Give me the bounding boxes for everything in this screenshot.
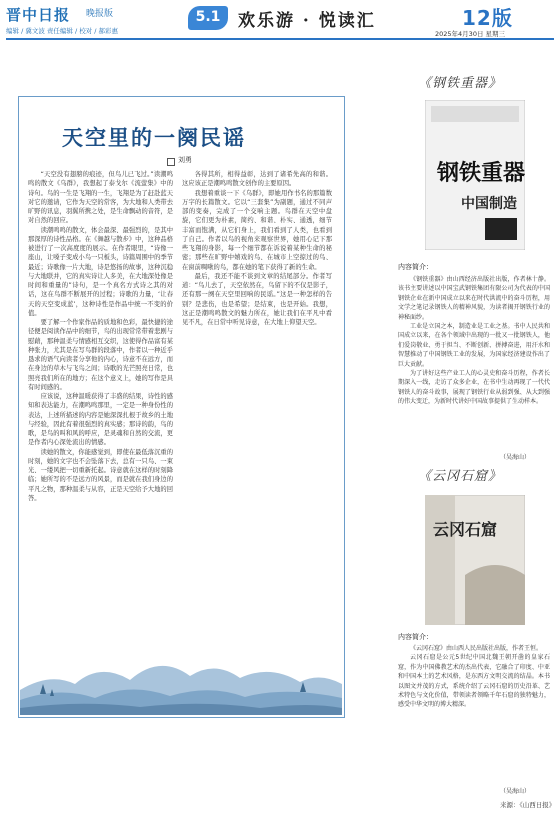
book2-paragraph: 《云冈石窟》由山西人民出版社出版，作者王恒。 bbox=[410, 645, 543, 652]
masthead-logo: 晋中日报 bbox=[6, 6, 71, 24]
article-column-right bbox=[182, 170, 332, 675]
book2-cover-image bbox=[425, 495, 525, 625]
article-paragraph: 最后，我还不能不谈到文章的结尾部分。作者写道：“鸟儿去了，天空依然在，鸟留下的不仅是影子，还有那一阕在天空里回响的民谣。”这是一种怎样的告别？是悲伤，也是希望；是结束，也是开始。我想，这正是潮鸣鸣散文的魅力所在，她让我们在平凡中看见不凡，在日常中听见诗意，在大地上仰望天空。 bbox=[182, 272, 332, 326]
author-icon bbox=[167, 158, 175, 166]
article-paragraph: 各得其所，相得益彰，达到了诸希先高的和谐。这应该正是潮鸣鸣散文创作的主要原因。 bbox=[182, 171, 332, 188]
article-title: 天空里的一阕民谣 bbox=[62, 125, 246, 150]
article-column-left bbox=[28, 170, 173, 675]
book2-paragraph: 云冈石窟是公元5世纪中国北魏王朝开凿的皇家石窟，作为中国佛教艺术的杰出代表，它融合了印度、中亚和中国本土的艺术风格，是东西方文明交流的结晶。本书以图文并茂的方式，系统介绍了云冈石窟的历史沿革、艺术特色与文化价值，带领读者领略千年石窟的独特魅力，感受中华文明的博大精深。 bbox=[398, 654, 550, 709]
article-paragraph: 读潮鸣鸣的散文，体会最深、最强烈的，是其中那深厚的诗性品格。在《舞越与散步》中，这种品格被进行了一次高度度的展示。在作者眼里，“诗像一座山，让嗓子变成小鸟一只板头，诗篇周围中的季节最近；诗歌像一片大地，诗是悠扬的故事，这种沉稳与大地联并，它的真实诗让人多美，在大地深处像是时间和重量的”诗句，是一个真名方式诗之其的对话，这在鸟群不断展开的过程；诗歌的力量，‘让春天的天空变成蓝’，这种诗性是作品中统一不变的价值。 bbox=[28, 226, 173, 317]
article-paragraph: 应该说，这种温暖获得了丰盛的结果，诗性的感知和表达能力，在潮鸣鸣那里，一定是一种身份性的表达，上述所描述的内容是她深深扎根于故乡的土地与经验，因此有着很强烈的真实感；那诗的韵，鸟的歌，是鸟的叫和风的呼应，是灵魂和自然的交流，更是作者内心深处流出的情感。 bbox=[28, 393, 173, 447]
book1-paragraph: 为了讲好这些产业工人的心灵史和奋斗历程，作者长期深入一线，走访了众多企业，在书中生动再现了一代代钢铁人的奋斗故事，展现了钢铁行业从弱到强、从大到强的伟大变迁，为新时代讲好中国故事提供了生动样本。 bbox=[398, 370, 550, 406]
issue-date: 2025年4月30日 星期三 bbox=[435, 30, 506, 38]
holiday-badge-text: 5.1 bbox=[195, 9, 221, 25]
book2-credit: （吴海山） bbox=[500, 788, 531, 795]
book2-cover-title: 云冈石窟 bbox=[433, 520, 498, 539]
masthead-subtitle: 晚报版 bbox=[86, 9, 114, 19]
editors-line: 编辑 / 冀文波 责任编辑 / 校对 / 郝彩惠 bbox=[6, 27, 119, 35]
book2-intro bbox=[398, 644, 550, 784]
mountain-landscape-illustration bbox=[20, 642, 342, 715]
book1-intro bbox=[398, 275, 550, 450]
book1-paragraph: 工业是立国之本，制造业是工业之基。书中人民共和国成立以来，在各个领域中出现的一批又一批钢铁人，他们爱岗敬业、勇于担当、不断创新、拼搏奋进，用汗水和智慧推动了中国钢铁工业的发展，为国家经济建设作出了巨大贡献。 bbox=[398, 323, 550, 368]
source-credit: 来源：《山西日报》 bbox=[500, 801, 556, 809]
section-title: 欢乐游 · 悦读汇 bbox=[238, 11, 376, 31]
holiday-badge bbox=[188, 6, 228, 30]
book2-title: 《云冈石窟》 bbox=[418, 469, 503, 484]
article-author: 刘勇 bbox=[178, 156, 192, 164]
article-paragraph: 我想着重谈一下《乌群》，即她用作书名的那篇数万字的长篇散文。它以“三套集”为副题，通过不同声部的变奏，完成了一个交响主题。鸟群在天空中盘旋，它们更为朴素，简约、和谐、朴实、通透，细节丰富而饱满，从它们身上，我们看到了人类，也看到了自己。作者以鸟的视角来观察世界，她用心记下那些飞翔的身影，每一个细节都在诉说着某种生命的秘密；那些在旷野中嬉戏的鸟、在城市上空掠过的鸟、在窗前啁啾的鸟，都在她的笔下获得了新的生命。 bbox=[182, 189, 332, 271]
article-paragraph: 要了解一个作家作品的质地和色彩，最快捷的途径便是阅读作品中的细节，鸟的出现常常带着悲剧与慰藉，那种温柔与情感相互交织，这使得作品富有某种张力，尤其是在写鸟群的段落中，作者以一种近乎恳求的语气向读者分享他的内心，诗意不在远方，而在身边的草木与飞鸟之间；诗歌的光芒照亮日常，也照亮我们所在的地方；在这个意义上，她的写作是具有时间感的。 bbox=[28, 319, 173, 391]
book2-intro-label: 内容简介： bbox=[398, 633, 433, 641]
book1-cover-title: 钢铁重器 bbox=[437, 160, 525, 186]
article-paragraph: “天空没有翅膀的痕迹，但鸟儿已飞过。”读潮鸣鸣的散文《乌群》，我想起了泰戈尔《流萤集》中的诗句。鸟的一生是飞翔的一生，飞翔是为了赶赴蓝天对它的邀请，它作为天空的常客，为大地和人类带去旷野的讯息，羽翼所携之处，是生命飘动的音符，是对自然的回应。 bbox=[28, 171, 173, 225]
edition-number: 12版 bbox=[462, 6, 513, 30]
book1-paragraph: 《钢铁重器》由山西经济出版社出版，作者林十静。该书主要讲述以中国宝武钢铁集团有限公司为代表的中国钢铁企业在新中国成立以来在时代洪流中的奋斗历程，用文学之笔记录钢铁人的精神风貌，为读者揭开钢铁行业的神秘面纱。 bbox=[398, 276, 550, 321]
book1-intro-label: 内容简介： bbox=[398, 263, 433, 271]
book1-title: 《钢铁重器》 bbox=[418, 76, 503, 91]
article-paragraph: 读她的散文，你能感觉到，即使在最低落沉重的时刻，她的文字也不会坠落下去，总有一只鸟、一束光、一缕风把一切重新托起。诗意就在这样的时刻降临；她所写的不是远方的风景，而是就在我们身边的平凡之物，那种温柔与从容，正是天空给予大地的回答。 bbox=[28, 448, 173, 502]
book1-cover-small: 中国制造 bbox=[461, 196, 517, 212]
book1-credit: （吴海山） bbox=[500, 454, 531, 461]
book1-cover-image bbox=[425, 100, 525, 250]
header-rule bbox=[6, 38, 554, 40]
